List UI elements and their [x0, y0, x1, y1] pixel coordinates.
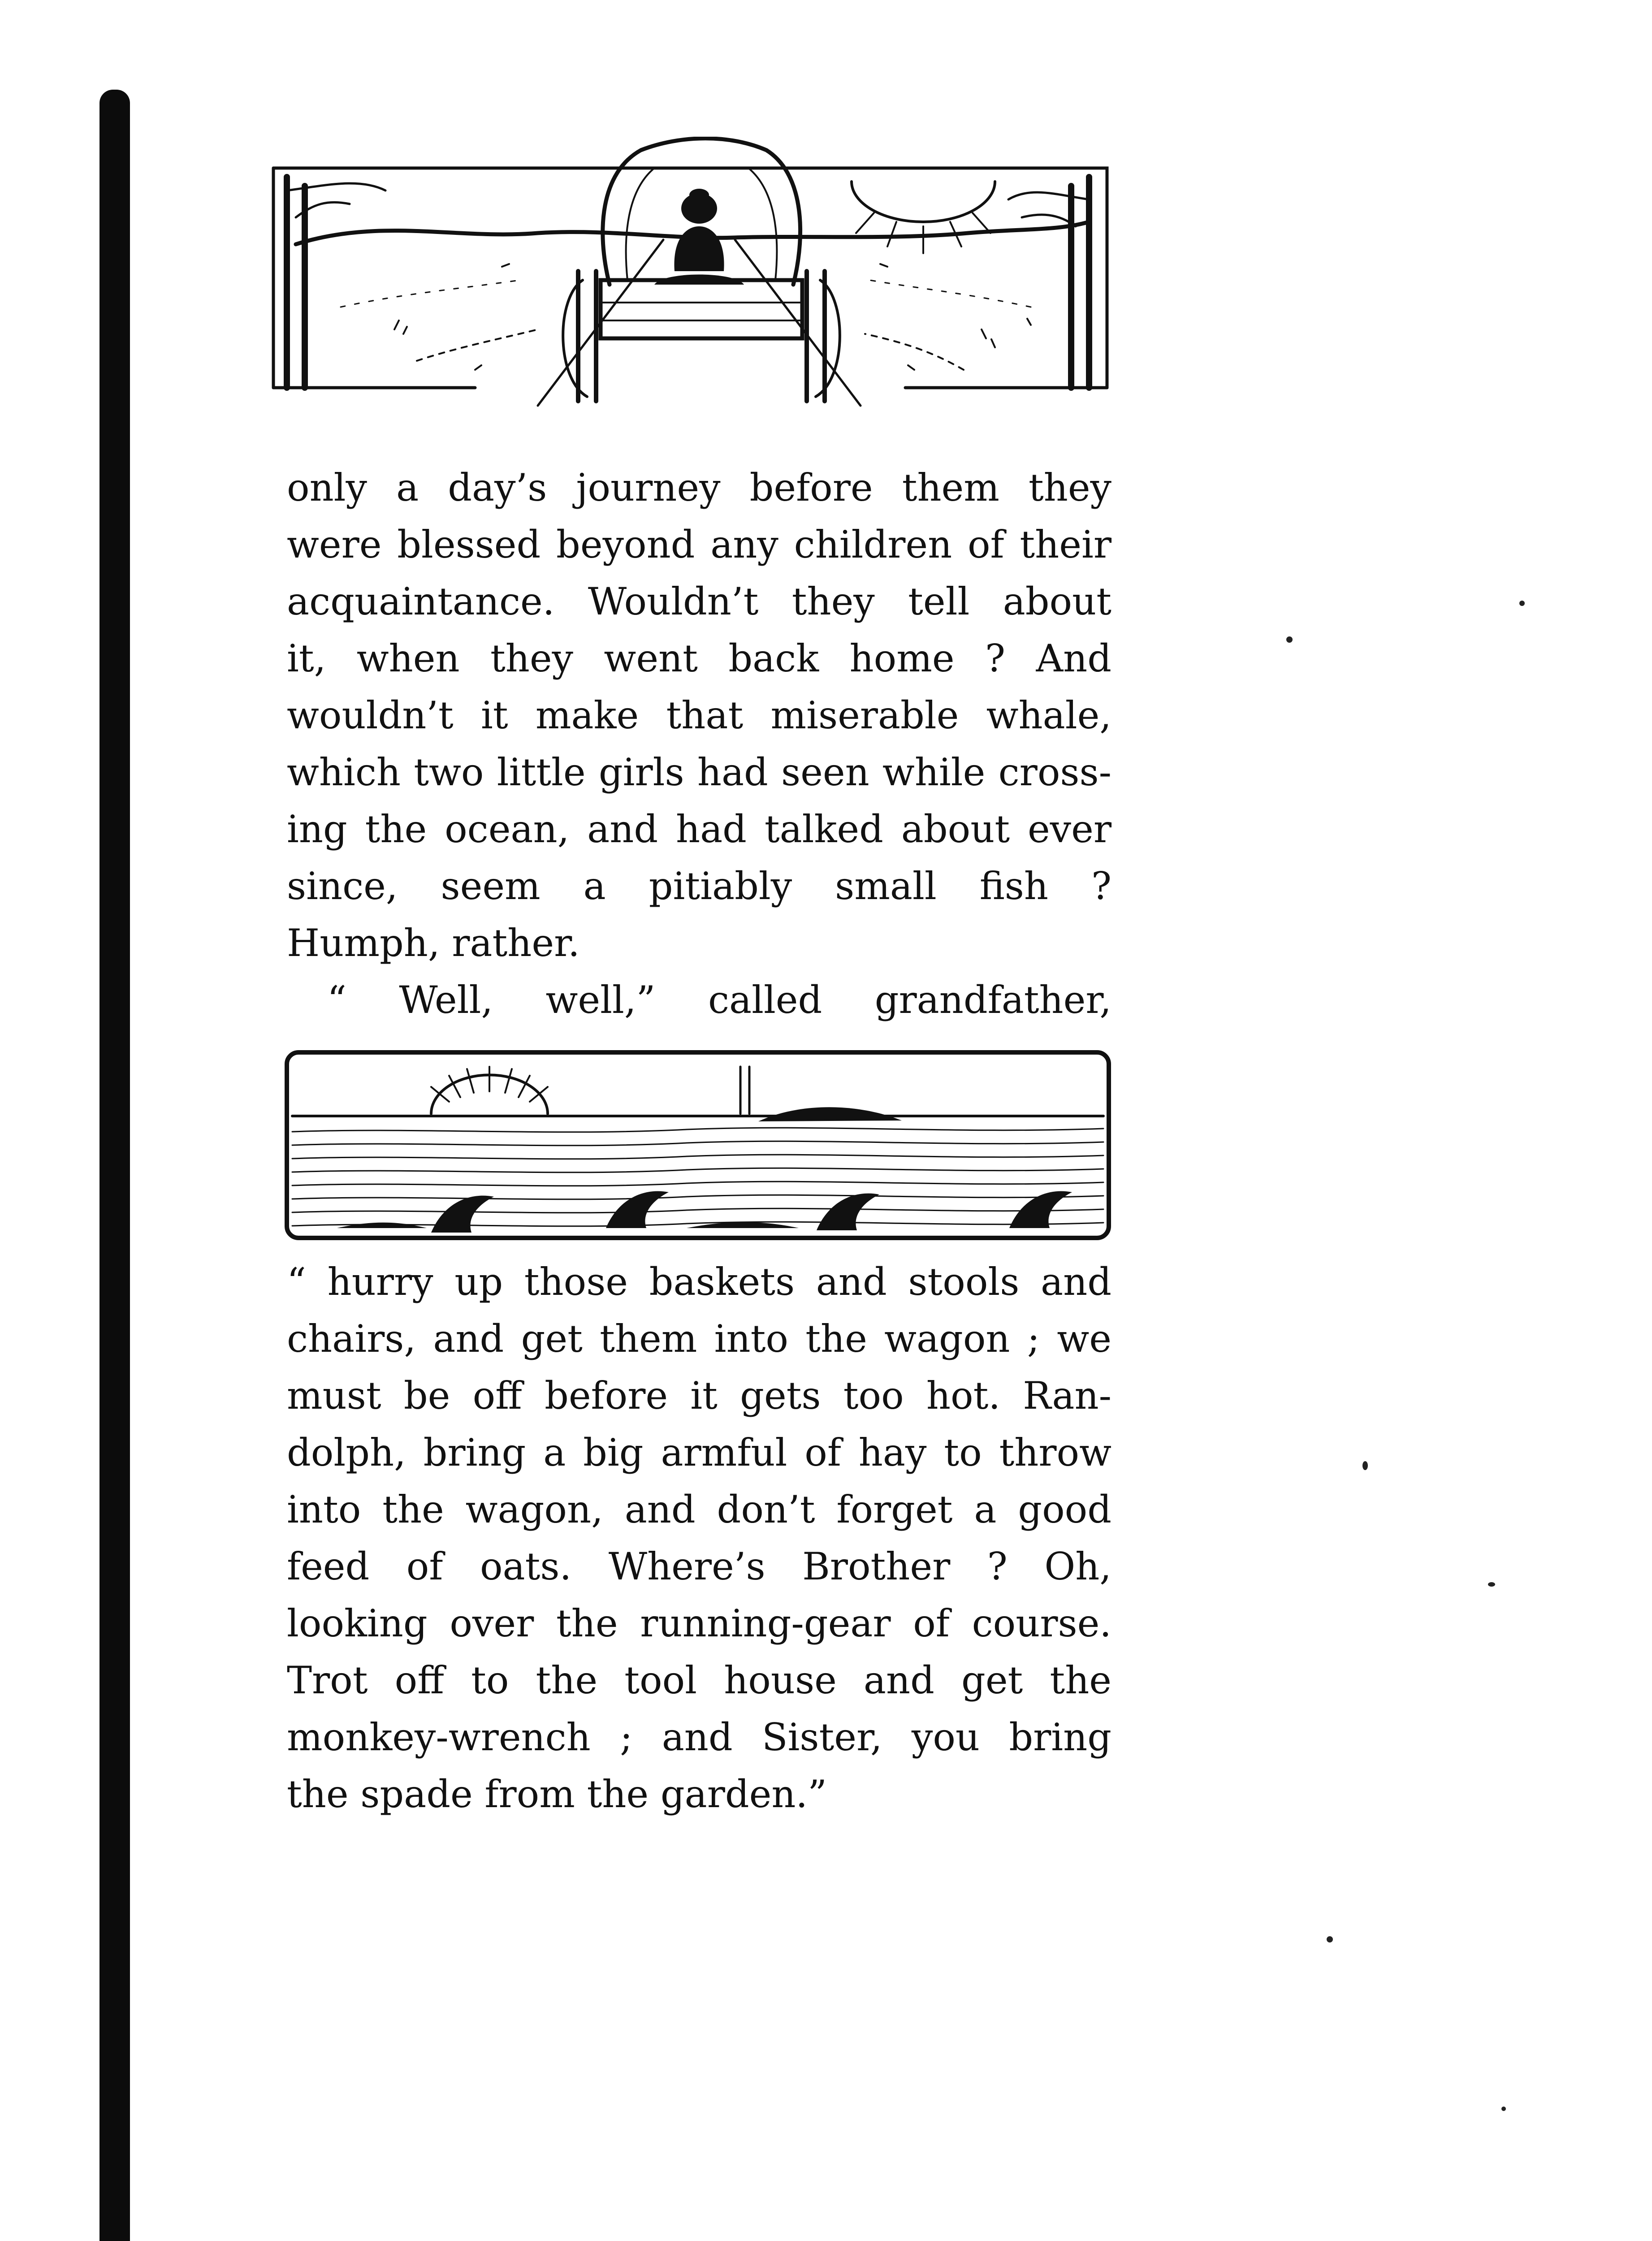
text-line: “ hurry up those baskets and stools and — [287, 1260, 1111, 1304]
text-line: the spade from the garden.” — [287, 1772, 827, 1816]
scan-speck — [1501, 2107, 1506, 2111]
text-line: were blessed beyond any children of their — [287, 523, 1111, 567]
text-line: monkey-wrench ; and Sister, you bring — [287, 1715, 1111, 1759]
text-line: must be off before it gets too hot. Ran- — [287, 1374, 1111, 1418]
text-line: looking over the running-gear of course. — [287, 1601, 1111, 1645]
ocean-illustration — [283, 1049, 1112, 1242]
passage-one — [287, 459, 1111, 1029]
text-line: Trot off to the tool house and get the — [287, 1658, 1111, 1702]
scan-speck — [1519, 601, 1525, 606]
text-line: it, when they went back home ? And — [287, 636, 1111, 680]
text-line: into the wagon, and don’t forget a good — [287, 1488, 1111, 1531]
text-line: only a day’s journey before them they — [287, 466, 1111, 510]
passage-two — [287, 1254, 1111, 1823]
scan-speck — [1327, 1936, 1333, 1942]
text-line: dolph, bring a big armful of hay to throw — [287, 1431, 1111, 1475]
text-line: ing the ocean, and had talked about ever — [287, 807, 1111, 851]
text-line: wouldn’t it make that miserable whale, — [287, 693, 1111, 737]
page-binding-edge — [99, 90, 130, 2241]
text-line: acquaintance. Wouldn’t they tell about — [287, 580, 1111, 623]
scan-speck — [1488, 1582, 1495, 1587]
scan-speck — [1362, 1461, 1368, 1470]
text-line: which two little girls had seen while cross- — [287, 750, 1111, 794]
text-line: chairs, and get them into the wagon ; we — [287, 1317, 1111, 1361]
text-line: Humph, rather. — [287, 921, 580, 965]
scan-speck — [1286, 636, 1293, 643]
text-line: since, seem a pitiably small fish ? — [287, 864, 1111, 908]
covered-wagon-illustration — [269, 137, 1111, 424]
text-line: “ Well, well,” called grandfather, — [327, 978, 1111, 1022]
text-line: feed of oats. Where’s Brother ? Oh, — [287, 1544, 1111, 1588]
